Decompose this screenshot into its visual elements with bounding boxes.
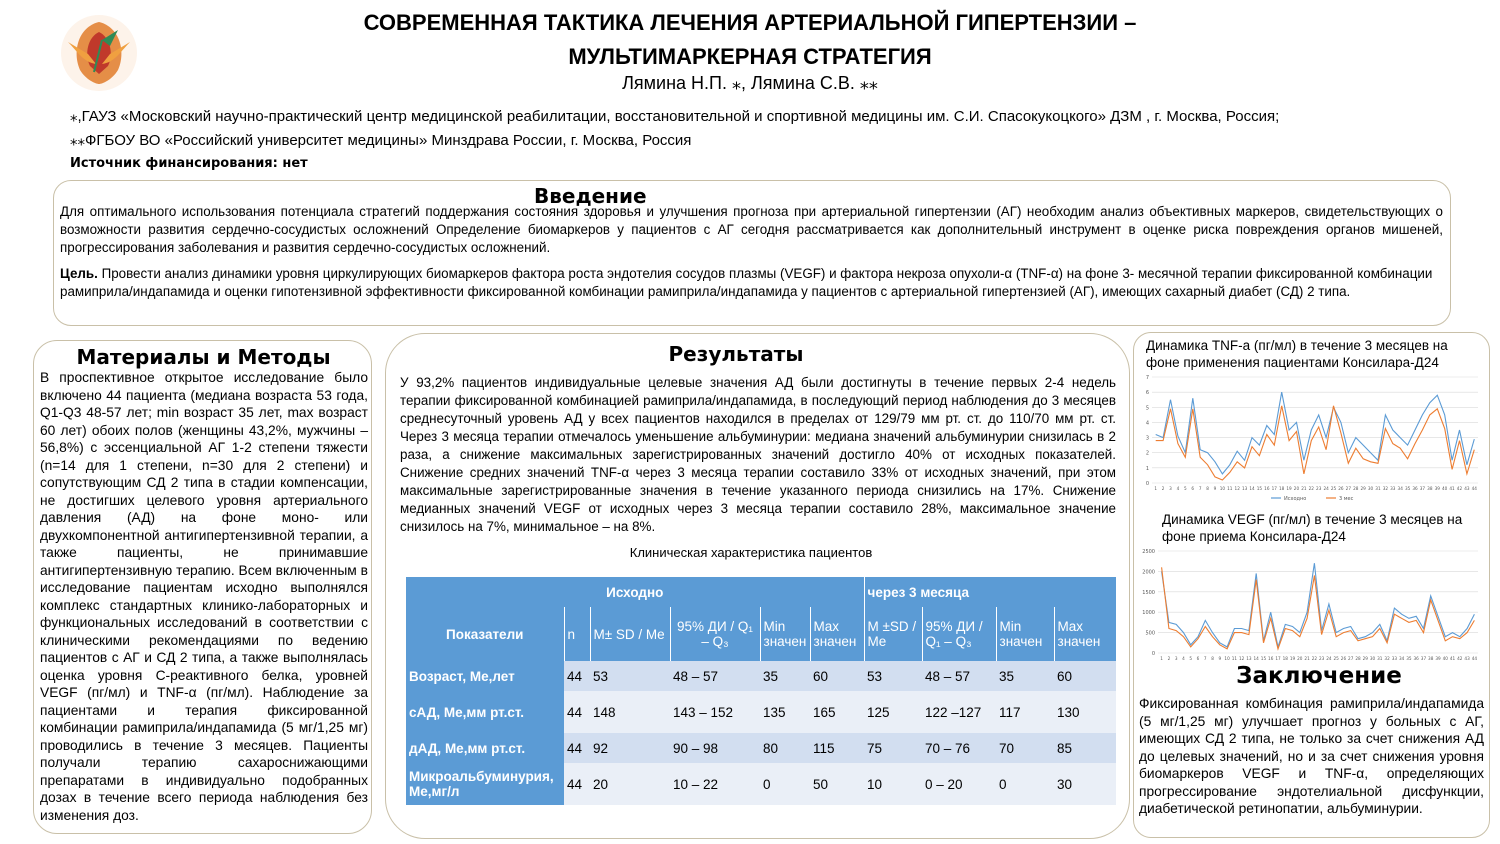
x-tick-label: 10	[1224, 656, 1230, 661]
col-min-baseline: Min значен	[760, 607, 810, 661]
x-tick-label: 6	[1191, 486, 1195, 491]
x-tick-label: 35	[1406, 656, 1412, 661]
introduction-heading: Введение	[534, 184, 647, 208]
x-tick-label: 33	[1390, 486, 1396, 491]
y-tick-label: 1500	[1142, 589, 1155, 596]
aim-text: Провести анализ динамики уровня циркулирующих биомаркеров фактора роста эндотелия сосудов плазмы (VEGF) и фактора некроза опухоли-α (TNF-α) на фоне 3- месячной терапии фиксированной комбинации рамиприла/индапамида и оценки гипотензивной эффективности фиксированной комбинации рамиприла/индапамида у пациентов с артериальной гипертензией (АГ), имеющих сахарный диабет (СД) 2 типа.	[60, 266, 1433, 299]
group-3-months: через 3 месяца	[864, 577, 1116, 607]
x-tick-label: 43	[1464, 486, 1470, 491]
table-cell: 35	[996, 661, 1054, 691]
col-max-3m: Max значен	[1054, 607, 1116, 661]
aim-label: Цель.	[60, 266, 98, 281]
table-cell: 0	[760, 763, 810, 805]
col-ci-baseline: 95% ДИ / Q₁ – Q₃	[670, 607, 760, 661]
x-tick-label: 3	[1169, 486, 1172, 491]
x-tick-label: 16	[1268, 656, 1274, 661]
x-tick-label: 38	[1427, 486, 1433, 491]
x-tick-label: 5	[1189, 656, 1193, 661]
x-tick-label: 18	[1278, 486, 1285, 491]
x-tick-label: 8	[1211, 656, 1214, 661]
institution-logo	[58, 12, 140, 94]
x-tick-label: 13	[1241, 486, 1248, 491]
x-tick-label: 6	[1196, 656, 1200, 661]
introduction-panel	[53, 180, 1451, 326]
table-cell: 122 –127	[922, 691, 996, 733]
x-tick-label: 29	[1360, 486, 1366, 491]
x-tick-label: 15	[1256, 486, 1263, 491]
affiliation-2: ⁎⁎ФГБОУ ВО «Российский университет медицины» Минздрава России, г. Москва, Россия	[70, 132, 692, 149]
col-mean-baseline: M± SD / Me	[590, 607, 670, 661]
x-tick-label: 18	[1282, 656, 1288, 661]
x-tick-label: 42	[1457, 656, 1463, 661]
x-tick-label: 27	[1345, 486, 1352, 491]
series-line-3m	[1156, 406, 1475, 480]
tnf-chart-title: Динамика TNF-a (пг/мл) в течение 3 месяцев на фоне применения пациентами Консилара-Д24	[1146, 338, 1448, 370]
x-tick-label: 20	[1297, 656, 1303, 661]
methods-panel	[33, 340, 372, 834]
x-tick-label: 4	[1176, 486, 1180, 491]
table-cell: 10 – 22	[670, 763, 760, 805]
y-tick-label: 4	[1145, 420, 1149, 427]
x-tick-label: 23	[1318, 656, 1325, 661]
x-tick-label: 41	[1449, 486, 1455, 491]
x-tick-label: 7	[1198, 486, 1202, 491]
table-cell: 75	[864, 733, 922, 763]
x-tick-label: 44	[1471, 486, 1477, 491]
x-tick-label: 28	[1355, 656, 1361, 661]
table-cell: 30	[1054, 763, 1116, 805]
charts-panel	[1133, 332, 1490, 838]
table-cell: 44	[564, 733, 590, 763]
x-tick-label: 9	[1213, 486, 1217, 491]
x-tick-label: 25	[1330, 486, 1337, 491]
x-tick-label: 19	[1286, 486, 1292, 491]
x-tick-label: 33	[1391, 656, 1398, 661]
col-min-3m: Min значен	[996, 607, 1054, 661]
table-cell: 48 – 57	[670, 661, 760, 691]
y-tick-label: 2000	[1142, 569, 1155, 576]
table-group-header	[406, 577, 1116, 607]
x-tick-label: 14	[1253, 656, 1259, 661]
table-cell: 48 – 57	[922, 661, 996, 691]
x-tick-label: 40	[1441, 486, 1448, 491]
title-line-1: СОВРЕМЕННАЯ ТАКТИКА ЛЕЧЕНИЯ АРТЕРИАЛЬНОЙ ГИПЕРТЕНЗИИ –	[363, 10, 1137, 35]
x-tick-label: 27	[1348, 656, 1354, 661]
x-tick-label: 22	[1308, 486, 1314, 491]
table-cell: 115	[810, 733, 864, 763]
table-cell: 70 – 76	[922, 733, 996, 763]
x-tick-label: 11	[1227, 486, 1233, 491]
y-tick-label: 0	[1145, 481, 1149, 487]
conclusion-heading: Заключение	[1236, 663, 1402, 689]
x-tick-label: 19	[1289, 656, 1296, 661]
table-caption: Клиническая характеристика пациентов	[629, 545, 873, 560]
table-cell: 0 – 20	[922, 763, 996, 805]
table-cell: 143 – 152	[670, 691, 760, 733]
x-tick-label: 31	[1377, 656, 1383, 661]
table-cell: 70	[996, 733, 1054, 763]
x-tick-label: 11	[1231, 656, 1238, 661]
x-tick-label: 26	[1338, 486, 1344, 491]
methods-heading: Материалы и Методы	[76, 345, 331, 369]
tnf-line-chart	[1138, 373, 1484, 505]
results-heading: Результаты	[668, 342, 804, 366]
y-tick-label: 5	[1145, 405, 1149, 412]
x-tick-label: 36	[1412, 486, 1418, 491]
table-cell: 130	[1054, 691, 1116, 733]
table-cell: 90 – 98	[670, 733, 760, 763]
table-cell: 85	[1054, 733, 1116, 763]
methods-text: В проспективное открытое исследование было включено 44 пациента (медиана возраста 53 года, Q1-Q3 48-57 лет; min возраст 35 лет, max возраст 60 лет) обоих полов (женщины 43,2%, мужчины – 56,8%) с эссенциальной АГ 1-2 степени тяжести (n=14 для 1 степени, n=30 для 2 степени) и сопутствующим СД 2 типа в стадии компенсации, не достигших целевого уровня артериального давления (АД) на фоне моно- или двухкомпонентной антигипертензивной терапии, а также пациенты, не принимавшие антигипертензивную терапию. Всем включенным в исследование пациентам исходно выполнялся комплекс стандартных клинико-лабораторных и функциональных исследований в соответствии с клиническими рекомендациями по ведению пациентов с АГ и СД 2 типа, а также выполнялась оценка уровня С-реактивного белка, уровней VEGF (пг/мл) и TNF-α (пг/мл). Наблюдение за пациентами и терапия фиксированной комбинации рамиприла/индапамида (5 мг/1,25 мг) проводились в течение 3 месяцев. Пациенты получали терапию сахароснижающими препаратами в индивидуально подобранных дозах в течение всего периода наблюдения без изменения доз.	[40, 370, 368, 823]
table-cell: 44	[564, 691, 590, 733]
table-cell: 35	[760, 661, 810, 691]
x-tick-label: 38	[1428, 656, 1434, 661]
y-tick-label: 7	[1145, 375, 1149, 381]
x-tick-label: 17	[1271, 486, 1277, 491]
x-tick-label: 37	[1419, 486, 1426, 491]
col-indicator: Показатели	[446, 626, 524, 642]
x-tick-label: 22	[1311, 656, 1318, 661]
table-row	[406, 691, 1116, 733]
y-tick-label: 6	[1145, 390, 1149, 397]
table-cell: 0	[996, 763, 1054, 805]
x-tick-label: 24	[1323, 486, 1329, 491]
x-tick-label: 24	[1326, 656, 1332, 661]
x-tick-label: 20	[1293, 486, 1300, 491]
group-baseline: Исходно	[606, 584, 664, 600]
x-tick-label: 25	[1333, 656, 1339, 661]
conclusion-text: Фиксированная комбинация рамиприла/индапамида (5 мг/1,25 мг) улучшает прогноз у больных с АГ, имеющих СД 2 типа, не только за счет снижения АД до целевых значений, но и за счет снижения уровня биомаркеров VEGF и TNF-α, определяющих прогрессирование эндотелиальной дисфункции, диабетической ретинопатии, альбуминурии.	[1139, 696, 1484, 816]
table-cell: 135	[760, 691, 810, 733]
col-mean-3m: M ±SD / Me	[864, 607, 922, 661]
x-tick-label: 42	[1456, 486, 1463, 491]
x-tick-label: 2	[1167, 656, 1171, 661]
x-tick-label: 30	[1369, 656, 1376, 661]
x-tick-label: 28	[1353, 486, 1359, 491]
x-tick-label: 21	[1304, 656, 1310, 661]
x-tick-label: 12	[1234, 486, 1240, 491]
x-tick-label: 3	[1174, 656, 1178, 661]
x-tick-label: 23	[1316, 486, 1322, 491]
x-tick-label: 26	[1340, 656, 1347, 661]
x-tick-label: 37	[1420, 656, 1427, 661]
x-tick-label: 12	[1238, 656, 1245, 661]
table-cell: 60	[1054, 661, 1116, 691]
x-tick-label: 16	[1264, 486, 1270, 491]
x-tick-label: 41	[1449, 656, 1456, 661]
title-line-2: МУЛЬТИМАРКЕРНАЯ СТРАТЕГИЯ	[568, 44, 932, 69]
table-cell: 165	[810, 691, 864, 733]
table-cell: 53	[590, 661, 670, 691]
x-tick-label: 4	[1182, 656, 1185, 661]
x-tick-label: 5	[1184, 486, 1187, 491]
col-max-baseline: Max значен	[810, 607, 864, 661]
x-tick-label: 21	[1301, 486, 1307, 491]
table-row	[406, 733, 1116, 763]
y-tick-label: 2500	[1142, 549, 1155, 555]
x-tick-label: 39	[1435, 656, 1441, 661]
x-tick-label: 35	[1404, 486, 1411, 491]
legend-label: Исходно	[1284, 496, 1307, 502]
x-tick-label: 8	[1206, 486, 1209, 491]
table-cell: 92	[590, 733, 670, 763]
x-tick-label: 36	[1413, 656, 1419, 661]
x-tick-label: 1	[1160, 656, 1163, 661]
table-cell: 44	[564, 763, 590, 805]
row-label: Микроальбуминурия, Ме,мг/л	[406, 763, 564, 805]
x-tick-label: 17	[1275, 656, 1281, 661]
y-tick-label: 1000	[1142, 610, 1155, 617]
table-cell: 125	[864, 691, 922, 733]
x-tick-label: 1	[1154, 486, 1158, 491]
y-tick-label: 1	[1145, 465, 1149, 472]
x-tick-label: 31	[1375, 486, 1381, 491]
x-tick-label: 10	[1219, 486, 1226, 491]
table-cell: 148	[590, 691, 670, 733]
vegf-line-chart	[1138, 547, 1484, 665]
table-cell: 80	[760, 733, 810, 763]
affiliation-1: ⁎,ГАУЗ «Московский научно-практический центр медицинской реабилитации, восстановительной и спортивной медицины им. С.И. Спасокукоцкого» ДЗМ , г. Москва, Россия;	[70, 108, 1280, 125]
table-cell: 60	[810, 661, 864, 691]
results-text: У 93,2% пациентов индивидуальные целевые значения АД были достигнуты в течение первых 2-4 недель терапии фиксированной комбинацией рамиприла/индапамида, в последующий период наблюдения до 3 месяцев среднесуточный уровень АД у всех пациентов находился в пределах от 129/79 мм рт. ст. до 110/70 мм рт. ст. Через 3 месяца терапии отмечалось уменьшение альбуминурии: медиана значений альбуминурии снизилась в 2 раза, а снижение максимальных зарегистрированных значений достигло 40% от исходных показателей. Снижение средних значений TNF-α через 3 месяца терапии составило 33% от исходных значений, при этом максимальные зарегистрированные значения в течение указанного периода снизились на 17%. Снижение медианных значений VEGF от исходных через 3 месяца терапии составило 28%, максимальное значение снизилось на 7%, минимальное – на 8%.	[400, 375, 1116, 534]
y-tick-label: 0	[1151, 651, 1155, 657]
col-ci-3m: 95% ДИ / Q₁ – Q₃	[922, 607, 996, 661]
table-column-header	[406, 607, 1116, 661]
x-tick-label: 2	[1161, 486, 1165, 491]
x-tick-label: 43	[1464, 656, 1470, 661]
x-tick-label: 15	[1260, 656, 1267, 661]
row-label: Возраст, Ме,лет	[406, 661, 564, 691]
x-tick-label: 44	[1471, 656, 1478, 661]
table-row	[406, 763, 1116, 805]
table-cell: 20	[590, 763, 670, 805]
x-tick-label: 39	[1434, 486, 1440, 491]
x-tick-label: 34	[1398, 656, 1405, 661]
legend-label: 3 мес	[1339, 496, 1354, 502]
clinical-characteristics-table	[406, 577, 1116, 805]
x-tick-label: 29	[1362, 656, 1368, 661]
table-cell: 53	[864, 661, 922, 691]
poster-title	[160, 6, 1340, 74]
aim-paragraph	[60, 265, 1443, 301]
funding-source: Источник финансирования: нет	[70, 156, 308, 171]
authors: Лямина Н.П. ⁎, Лямина С.В. ⁎⁎	[622, 73, 878, 93]
x-tick-label: 34	[1397, 486, 1403, 491]
table-cell: 117	[996, 691, 1054, 733]
vegf-chart-title: Динамика VEGF (пг/мл) в течение 3 месяцев на фоне приема Консилара-Д24	[1162, 512, 1463, 544]
x-tick-label: 40	[1442, 656, 1448, 661]
introduction-text: Для оптимального использования потенциала стратегий поддержания состояния здоровья и улучшения прогноза при артериальной гипертензии (АГ) необходим анализ объективных маркеров, свидетельствующих о возможности развития сердечно-сосудистых осложнений Определение биомаркеров у пациентов с АГ сегодня рассматривается как дополнительный инструмент в оценке риска повреждения органов мишеней, прогрессирования заболевания и развития сердечно-сосудистых осложнений.	[60, 204, 1443, 255]
x-tick-label: 14	[1249, 486, 1255, 491]
x-tick-label: 9	[1218, 656, 1222, 661]
x-tick-label: 7	[1203, 656, 1207, 661]
x-tick-label: 32	[1384, 656, 1390, 661]
row-label: сАД, Ме,мм рт.ст.	[406, 691, 564, 733]
col-n: n	[564, 607, 590, 661]
table-cell: 44	[564, 661, 590, 691]
y-tick-label: 500	[1145, 630, 1155, 637]
x-tick-label: 32	[1382, 486, 1389, 491]
row-label: дАД, Ме,мм рт.ст.	[406, 733, 564, 763]
y-tick-label: 3	[1145, 435, 1149, 442]
x-tick-label: 13	[1246, 656, 1252, 661]
x-tick-label: 30	[1367, 486, 1374, 491]
table-cell: 10	[864, 763, 922, 805]
y-tick-label: 2	[1145, 450, 1149, 457]
table-row	[406, 661, 1116, 691]
table-cell: 50	[810, 763, 864, 805]
